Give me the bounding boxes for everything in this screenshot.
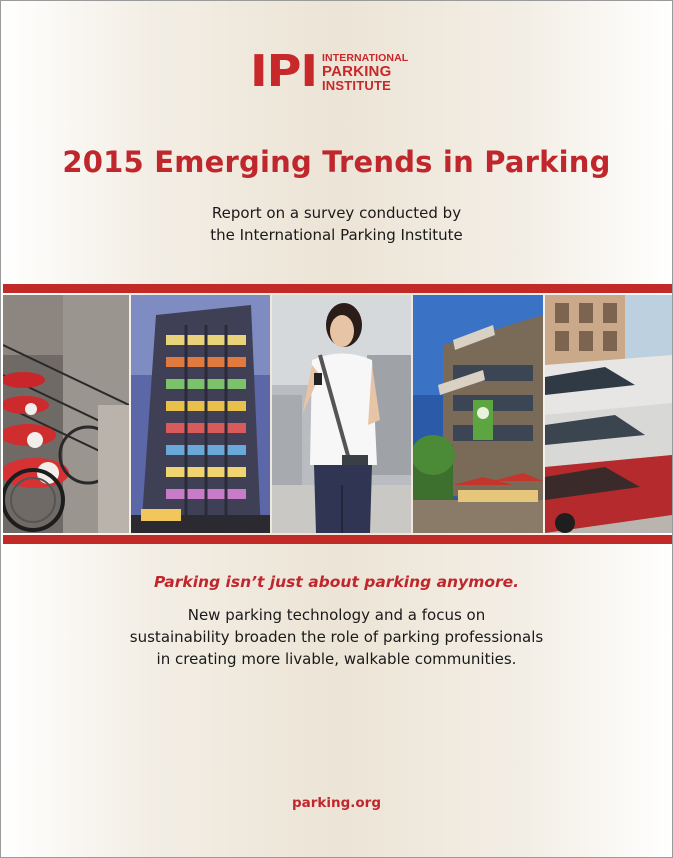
logo-mark: IPI: [250, 46, 317, 97]
tagline: Parking isn’t just about parking anymore.: [153, 573, 520, 591]
parking-structure-facade-photo: [413, 295, 543, 533]
photo-row: [3, 295, 672, 533]
page-title: 2015 Emerging Trends in Parking: [62, 145, 611, 179]
parked-cars-photo: [545, 295, 672, 533]
description: [1, 604, 672, 670]
description-line-2: sustainability broaden the role of parking professionals: [129, 628, 544, 646]
woman-with-smartphone-photo: [272, 295, 411, 533]
logo-line-institute: INSTITUTE: [322, 78, 391, 93]
ipi-logo: [250, 46, 409, 97]
description-line-1: New parking technology and a focus on: [187, 606, 486, 624]
parking-garage-building-photo: [131, 295, 270, 533]
red-divider-bottom: [3, 535, 672, 544]
logo-wordmark: [322, 52, 408, 92]
logo-line-international: INTERNATIONAL: [322, 52, 409, 64]
logo-line-parking: PARKING: [322, 63, 392, 80]
subtitle-line-2: the International Parking Institute: [210, 226, 463, 244]
bike-share-photo: [3, 295, 129, 533]
subtitle-line-1: Report on a survey conducted by: [211, 204, 462, 222]
subtitle: [1, 202, 672, 246]
red-divider-top: [3, 284, 672, 293]
description-line-3: in creating more livable, walkable communities.: [156, 650, 517, 668]
photo-strip: [3, 284, 672, 544]
website-link[interactable]: parking.org: [291, 795, 382, 811]
